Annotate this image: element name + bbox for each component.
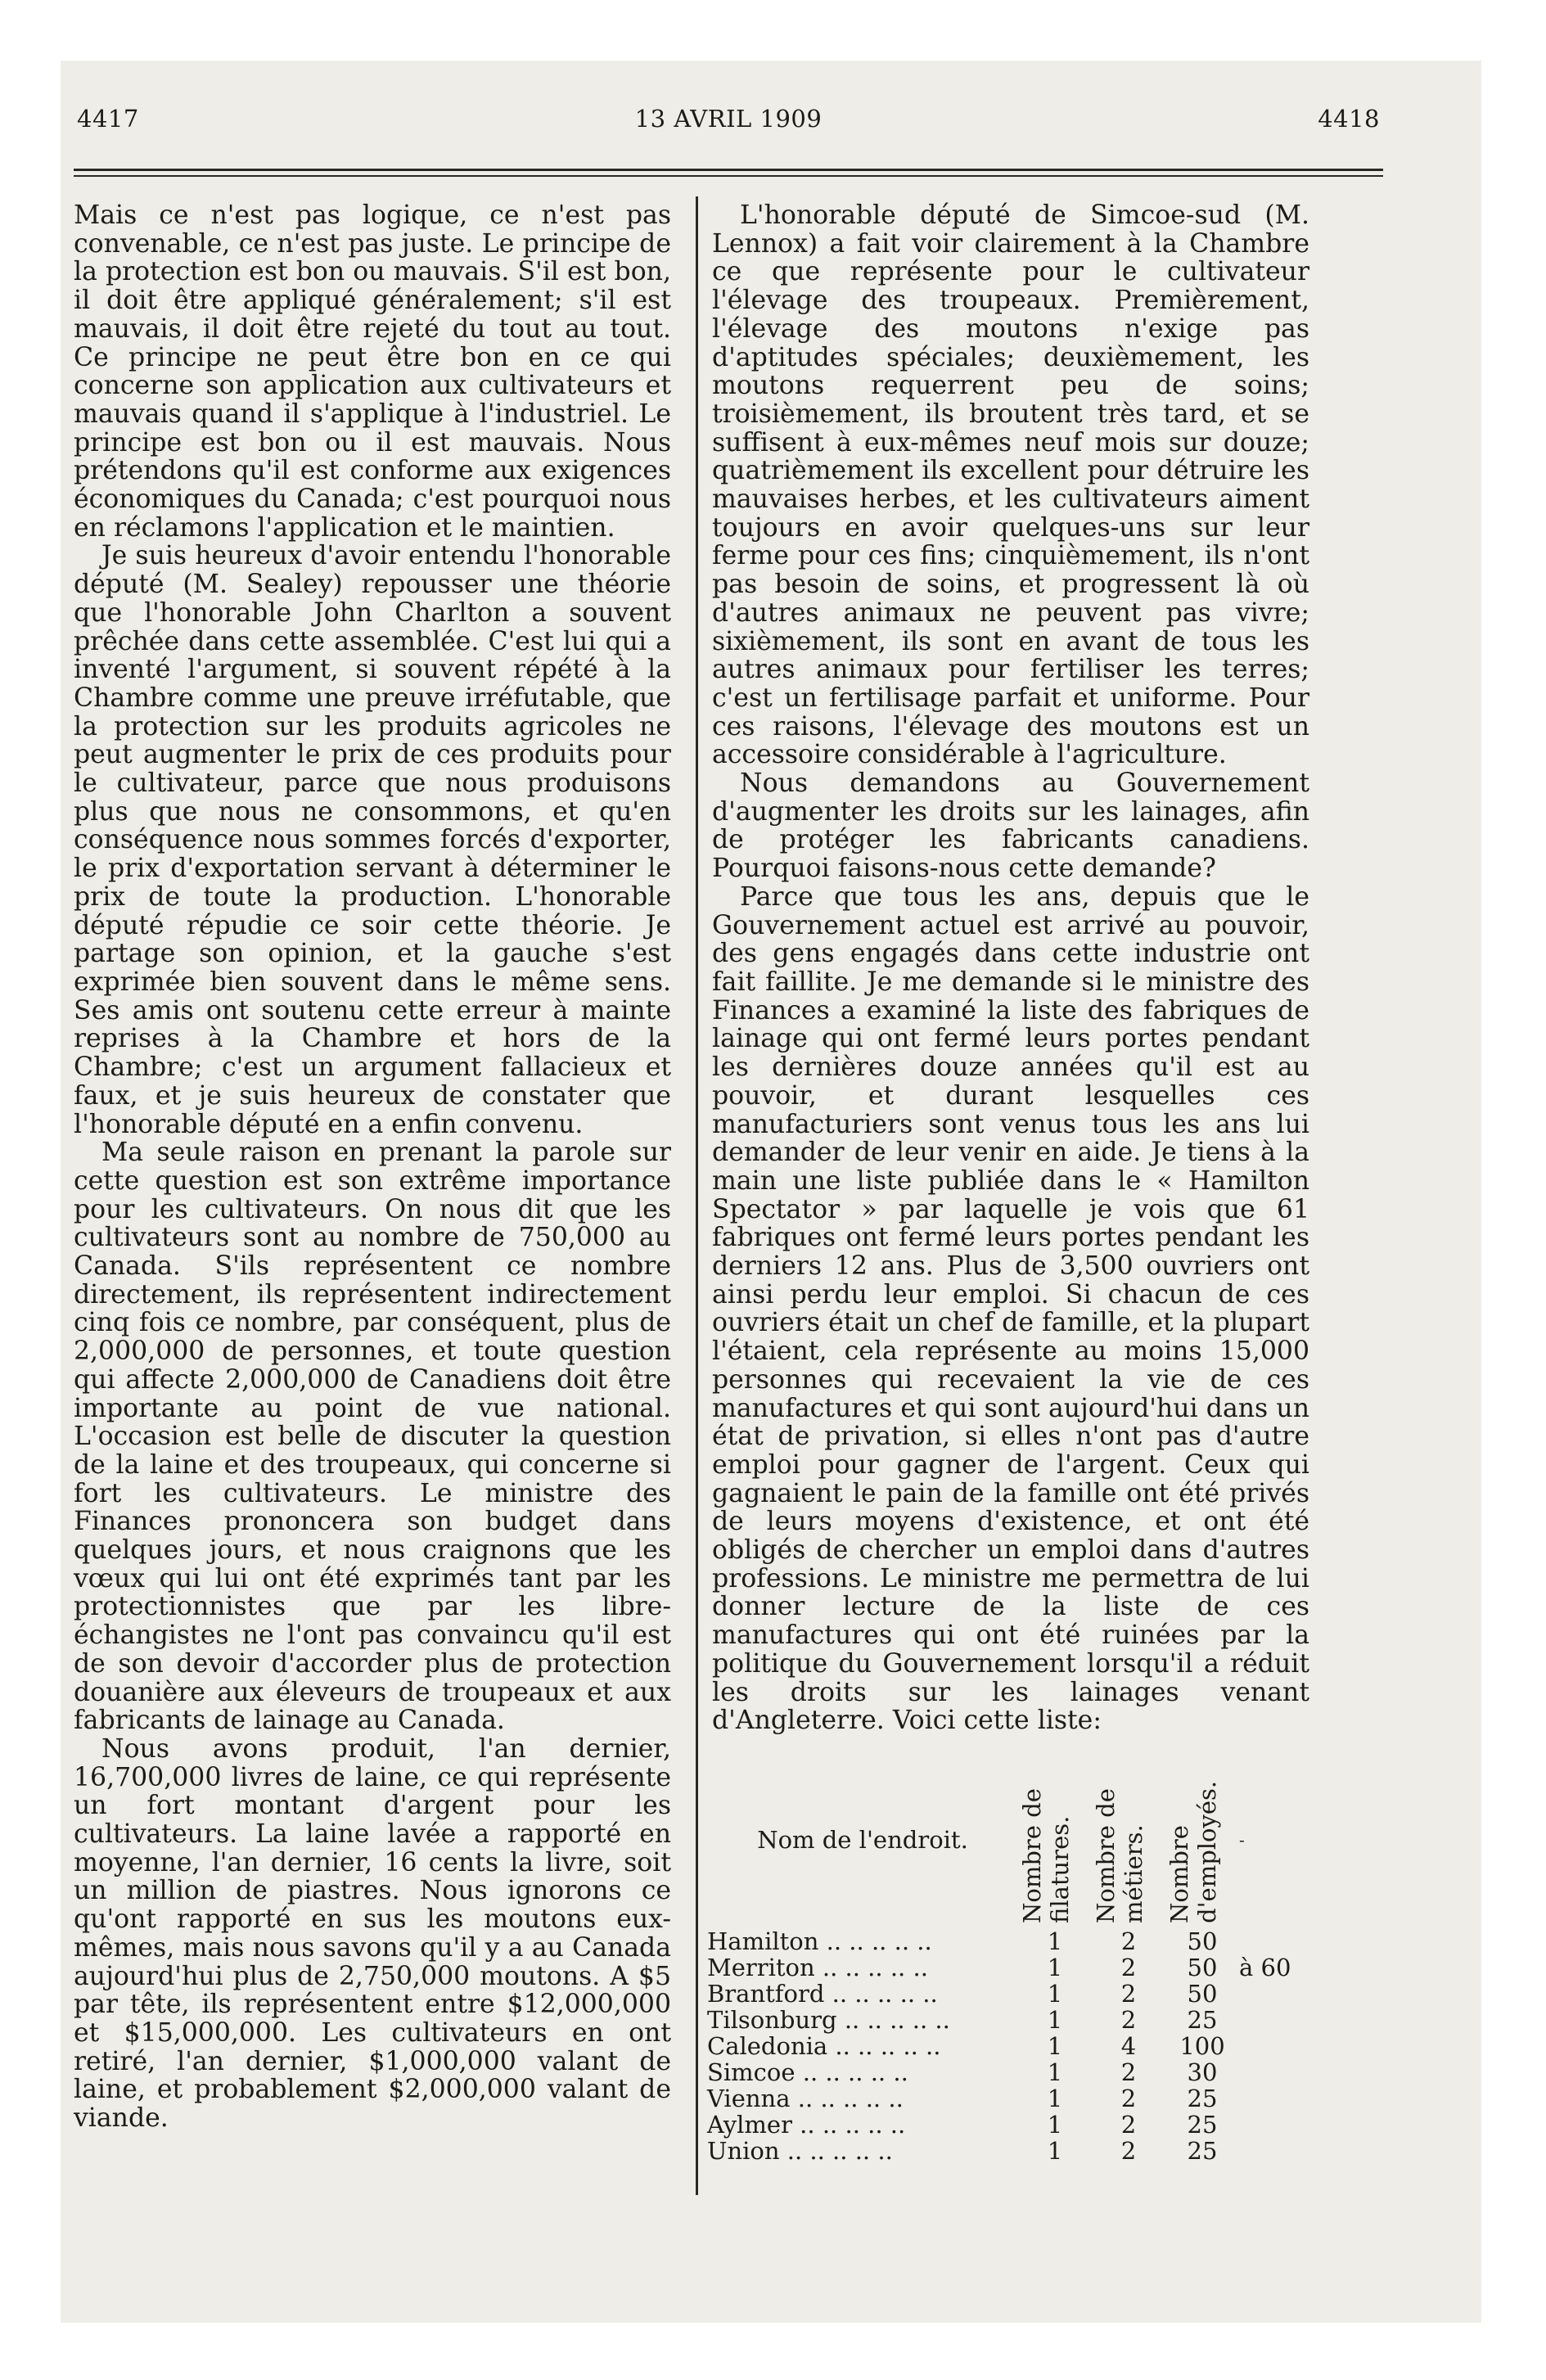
place-cell — [707, 1954, 1018, 1981]
dot-leader: .. .. .. .. .. — [800, 2110, 906, 2139]
header-filatures-text: Nombre de filatures. — [1018, 1788, 1074, 1923]
place-cell — [707, 2033, 1018, 2059]
employes-cell: 50 — [1187, 1927, 1218, 1955]
place-name: Simcoe — [707, 2058, 796, 2086]
paragraph: Parce que tous les ans, depuis que le Gouvernement actuel est arrivé au pouvoir, des gens engagés dans cette industrie ont fait faillite. Je me demande si le ministre des Finances a examiné la liste des fabriques de lainage qui ont fermé leurs portes pendant les dernières douze années qu'il est au pouvoir, et durant lesquelles ces manufacturiers sont venus tous les ans lui demander de leur venir en aide. Je tiens à la main une liste publiée dans le « Hamilton Spectator » par laquelle je vois que 61 fabriques ont fermé leurs portes pendant les derniers 12 ans. Plus de 3,500 ouvriers ont ainsi perdu leur emploi. Si chacun de ces ouvriers était un chef de famille, et la plupart l'étaient, cela représente au moins 15,000 personnes qui recevaient la vie de ces manufactures et qui sont aujourd'hui dans un état de privation, si elles n'ont pas d'autre emploi pour gagner de l'argent. Ceux qui gagnaient le pain de la famille ont été privés de leurs moyens d'existence, et ont été obligés de chercher un emploi dans d'autres professions. Le ministre me permettra de lui donner lecture de la liste de ces manufactures qui ont été ruinées par la politique du Gouvernement lorsqu'il a réduit les droits sur les lainages venant d'Angleterre. Voici cette liste: — [712, 881, 1309, 1736]
left-column — [74, 201, 671, 2133]
dot-leader: .. .. .. .. .. — [797, 2084, 904, 2112]
filatures-cell: 1 — [1047, 2058, 1063, 2086]
paragraph: Je suis heureux d'avoir entendu l'honorable député (M. Sealey) repousser une théorie que l'honorable John Charlton a souvent prêchée dans cette assemblée. C'est lui qui a inventé l'argument, si souvent répété à la Chambre comme une preuve irréfutable, que la protection sur les produits agricoles ne peut augmenter le prix de ces produits pour le cultivateur, parce que nous produisons plus que nous ne consommons, et qu'en conséquence nous sommes forcés d'exporter, le prix d'exportation servant à déterminer le prix de toute la production. L'honorable député répudie ce soir cette théorie. Je partage son opinion, et la gauche s'est exprimée bien souvent dans le même sens. Ses amis ont soutenu cette erreur à mainte reprises à la Chambre et hors de la Chambre; c'est un argument fallacieux et faux, et je suis heureux de constater que l'honorable député en a enfin convenu. — [74, 541, 671, 1139]
metiers-cell: 2 — [1120, 2084, 1137, 2112]
paragraph: Mais ce n'est pas logique, ce n'est pas convenable, ce n'est pas juste. Le principe de la protection est bon ou mauvais. S'il est bon, il doit être appliqué généralement; s'il est mauvais, il doit être rejeté du tout au tout. Ce principe ne peut être bon en ce qui concerne son application aux cultivateurs et mauvais quand il s'applique à l'industriel. Le principe est bon ou il est mauvais. Nous prétendons qu'il est conforme aux exigences économiques du Canada; c'est pourquoi nous en réclamons l'application et le maintien. — [74, 201, 671, 543]
place-cell — [707, 2138, 1018, 2164]
header-metiers-text: Nombre de métiers. — [1092, 1788, 1147, 1923]
page-number-left: 4417 — [77, 105, 139, 133]
employes-cell: 25 — [1187, 2005, 1218, 2034]
table-row — [707, 2059, 1329, 2085]
place-name: Caledonia — [707, 2031, 828, 2060]
header-rule-top — [74, 169, 1383, 171]
place-cell — [707, 2059, 1018, 2085]
place-name: Brantford — [707, 1979, 825, 2008]
filatures-cell: 1 — [1047, 2031, 1063, 2060]
table-row — [707, 2112, 1329, 2138]
dot-leader: .. .. .. .. .. — [787, 2136, 893, 2165]
dot-leader: .. .. .. .. .. — [832, 1979, 938, 2008]
page-header — [77, 105, 1380, 137]
metiers-cell: 4 — [1120, 2031, 1137, 2060]
table-row — [707, 1954, 1329, 1981]
place-name: Hamilton — [707, 1927, 819, 1955]
employes-cell: 25 — [1187, 2110, 1218, 2139]
extra-cell — [1239, 2033, 1329, 2059]
metiers-cell: 2 — [1120, 2136, 1137, 2165]
filatures-cell: 1 — [1047, 2005, 1063, 2034]
extra-cell — [1239, 2059, 1329, 2085]
place-cell — [707, 2007, 1018, 2033]
header-place: Nom de l'endroit. — [757, 1825, 968, 1854]
extra-cell — [1239, 2007, 1329, 2033]
table-row — [707, 2007, 1329, 2033]
employes-cell: 50 — [1187, 1979, 1218, 2008]
filatures-cell: 1 — [1047, 2136, 1063, 2165]
place-name: Tilsonburg — [707, 2005, 837, 2034]
extra-cell — [1239, 2138, 1329, 2164]
employes-cell: 25 — [1187, 2136, 1218, 2165]
page-number-right: 4418 — [1318, 105, 1380, 133]
page-date: 13 AVRIL 1909 — [634, 105, 823, 133]
paragraph: Nous avons produit, l'an dernier, 16,700,000 livres de laine, ce qui représente un fort montant d'argent pour les cultivateurs. La laine lavée a rapporté en moyenne, l'an dernier, 16 cents la livre, soit un million de piastres. Nous ignorons ce qu'ont rapporté en sus les moutons eux-mêmes, mais nous savons qu'il y a au Canada aujourd'hui plus de 2,750,000 moutons. A $5 par tête, ils représentent entre $12,000,000 et $15,000,000. Les cultivateurs en ont retiré, l'an dernier, $1,000,000 valant de laine, et probablement $2,000,000 valant de viande. — [74, 1733, 671, 2134]
table-row — [707, 1981, 1329, 2007]
metiers-cell: 2 — [1120, 1979, 1137, 2008]
table-body — [707, 1928, 1329, 2164]
extra-cell — [1239, 2085, 1329, 2112]
dot-leader: .. .. .. .. .. — [835, 2031, 941, 2060]
filatures-cell: 1 — [1047, 2084, 1063, 2112]
place-name: Vienna — [707, 2084, 791, 2112]
place-cell — [707, 2112, 1018, 2138]
place-name: Aylmer — [707, 2110, 792, 2139]
paragraph: Ma seule raison en prenant la parole sur cette question est son extrême importance pour les cultivateurs. On nous dit que les cultivateurs sont au nombre de 750,000 au Canada. S'ils représentent ce nombre directement, ils représentent indirectement cinq fois ce nombre, par conséquent, plus de 2,000,000 de personnes, et toute question qui affecte 2,000,000 de Canadiens doit être importante au point de vue national. L'occasion est belle de discuter la question de la laine et des troupeaux, qui concerne si fort les cultivateurs. Le ministre des Finances prononcera son budget dans quelques jours, et nous craignons que les vœux qui lui ont été exprimés tant par les protectionnistes que par les libre-échangistes ne l'ont pas convaincu qu'il est de son devoir d'accorder plus de protection douanière aux éleveurs de troupeaux et aux fabricants de lainage au Canada. — [74, 1138, 671, 1736]
employes-cell: 100 — [1179, 2031, 1225, 2060]
table-row — [707, 2085, 1329, 2112]
table-row — [707, 2138, 1329, 2164]
table-row — [707, 1928, 1329, 1954]
column-divider — [696, 196, 698, 2195]
extra-cell — [1239, 1928, 1329, 1954]
employes-cell: 30 — [1187, 2058, 1218, 2086]
metiers-cell: 2 — [1120, 2005, 1137, 2034]
filatures-cell: 1 — [1047, 1927, 1063, 1955]
metiers-cell: 2 — [1120, 1953, 1137, 1981]
table-header-row — [707, 1751, 1329, 1928]
paragraph: Nous demandons au Gouvernement d'augmenter les droits sur les lainages, afin de protéger les fabricants canadiens. Pourquoi faisons-nous cette demande? — [712, 769, 1309, 884]
table-row — [707, 2033, 1329, 2059]
right-column — [707, 201, 1309, 2165]
mills-table — [707, 1751, 1329, 2164]
paragraph: L'honorable député de Simcoe-sud (M. Lennox) a fait voir clairement à la Chambre ce que représente pour le cultivateur l'élevage des troupeaux. Premièrement, l'élevage des moutons n'exige pas d'aptitudes spéciales; deuxièmement, les moutons requerrent peu de soins; troisièmement, ils broutent très tard, et se suffisent à eux-mêmes neuf mois sur douze; quatrièmement ils excellent pour détruire les mauvaises herbes, et les cultivateurs aiment toujours en avoir quelques-uns sur leur ferme pour ces fins; cinquièmement, ils n'ont pas besoin de soins, et progressent là où d'autres animaux ne peuvent pas vivre; sixièmement, ils sont en avant de tous les autres animaux pour fertiliser les terres; c'est un fertilisage parfait et uniforme. Pour ces raisons, l'élevage des moutons est un accessoire considérable à l'agriculture. — [712, 201, 1309, 770]
header-metiers — [1092, 1751, 1165, 1928]
filatures-cell: 1 — [1047, 2110, 1063, 2139]
place-name: Union — [707, 2136, 780, 2165]
filatures-cell: 1 — [1047, 1953, 1063, 1981]
metiers-cell: 2 — [1120, 1927, 1137, 1955]
dot-leader: .. .. .. .. .. — [822, 1953, 928, 1981]
place-cell — [707, 2085, 1018, 2112]
header-employes — [1165, 1751, 1239, 1928]
header-employes-text: Nombre d'employés. — [1165, 1780, 1221, 1923]
metiers-cell: 2 — [1120, 2110, 1137, 2139]
filatures-cell: 1 — [1047, 1979, 1063, 2008]
metiers-cell: 2 — [1120, 2058, 1137, 2086]
dot-leader: .. .. .. .. .. — [802, 2058, 908, 2086]
place-cell — [707, 1981, 1018, 2007]
extra-cell: à 60 — [1239, 1953, 1291, 1981]
extra-cell — [1239, 1981, 1329, 2007]
place-name: Merriton — [707, 1953, 815, 1981]
place-cell — [707, 1928, 1018, 1954]
header-extra: - — [1239, 1829, 1245, 1850]
employes-cell: 50 — [1187, 1953, 1218, 1981]
extra-cell — [1239, 2112, 1329, 2138]
dot-leader: .. .. .. .. .. — [844, 2005, 950, 2034]
employes-cell: 25 — [1187, 2084, 1218, 2112]
dot-leader: .. .. .. .. .. — [826, 1927, 932, 1955]
header-filatures — [1018, 1751, 1092, 1928]
header-rule-bottom — [74, 175, 1383, 177]
